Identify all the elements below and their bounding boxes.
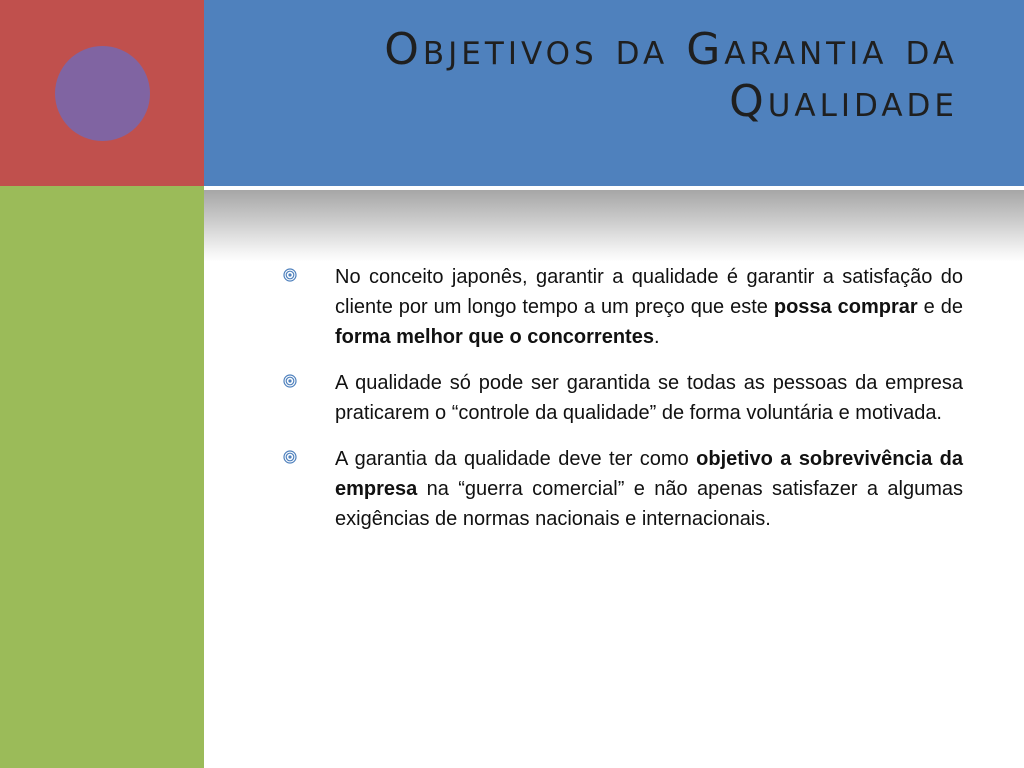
text-segment: A garantia da qualidade deve ter como: [335, 448, 697, 470]
text-segment: A qualidade só pode ser garantida se todas as pessoas da empresa praticarem o “controle da qualidade” de forma voluntária e motivada.: [335, 372, 963, 424]
bullet-item: [283, 368, 963, 428]
bold-text-segment: objetivo a sobrevivência da empresa: [335, 448, 963, 500]
decorative-circle: [55, 46, 150, 141]
slide-title-line-2: Qualidade: [729, 76, 958, 127]
bullet-list: [283, 262, 963, 550]
bullet-item: [283, 262, 963, 352]
bullet-text: [335, 262, 963, 352]
slide-title-line-1: Objetivos da Garantia da: [384, 24, 958, 75]
slide-title: [238, 24, 958, 128]
bold-text-segment: possa comprar: [773, 296, 918, 318]
gray-gradient-band: [204, 190, 1024, 262]
bold-text-segment: forma melhor que o concorrentes: [335, 326, 654, 348]
text-segment: na “guerra comercial” e não apenas satisfazer a algumas exigências de normas nacionais e internacionais.: [335, 478, 963, 530]
concentric-circle-bullet-icon: [283, 450, 297, 464]
concentric-circle-bullet-icon: [283, 268, 297, 282]
bullet-text: [335, 444, 963, 534]
text-segment: e de: [917, 296, 964, 318]
text-segment: No conceito japonês, garantir a qualidade é garantir a satisfação do cliente por um longo tempo a um preço que este: [335, 266, 963, 318]
bullet-item: [283, 444, 963, 534]
bullet-text: [335, 368, 963, 428]
text-segment: .: [653, 326, 660, 348]
concentric-circle-bullet-icon: [283, 374, 297, 388]
green-side-panel: [0, 186, 204, 768]
